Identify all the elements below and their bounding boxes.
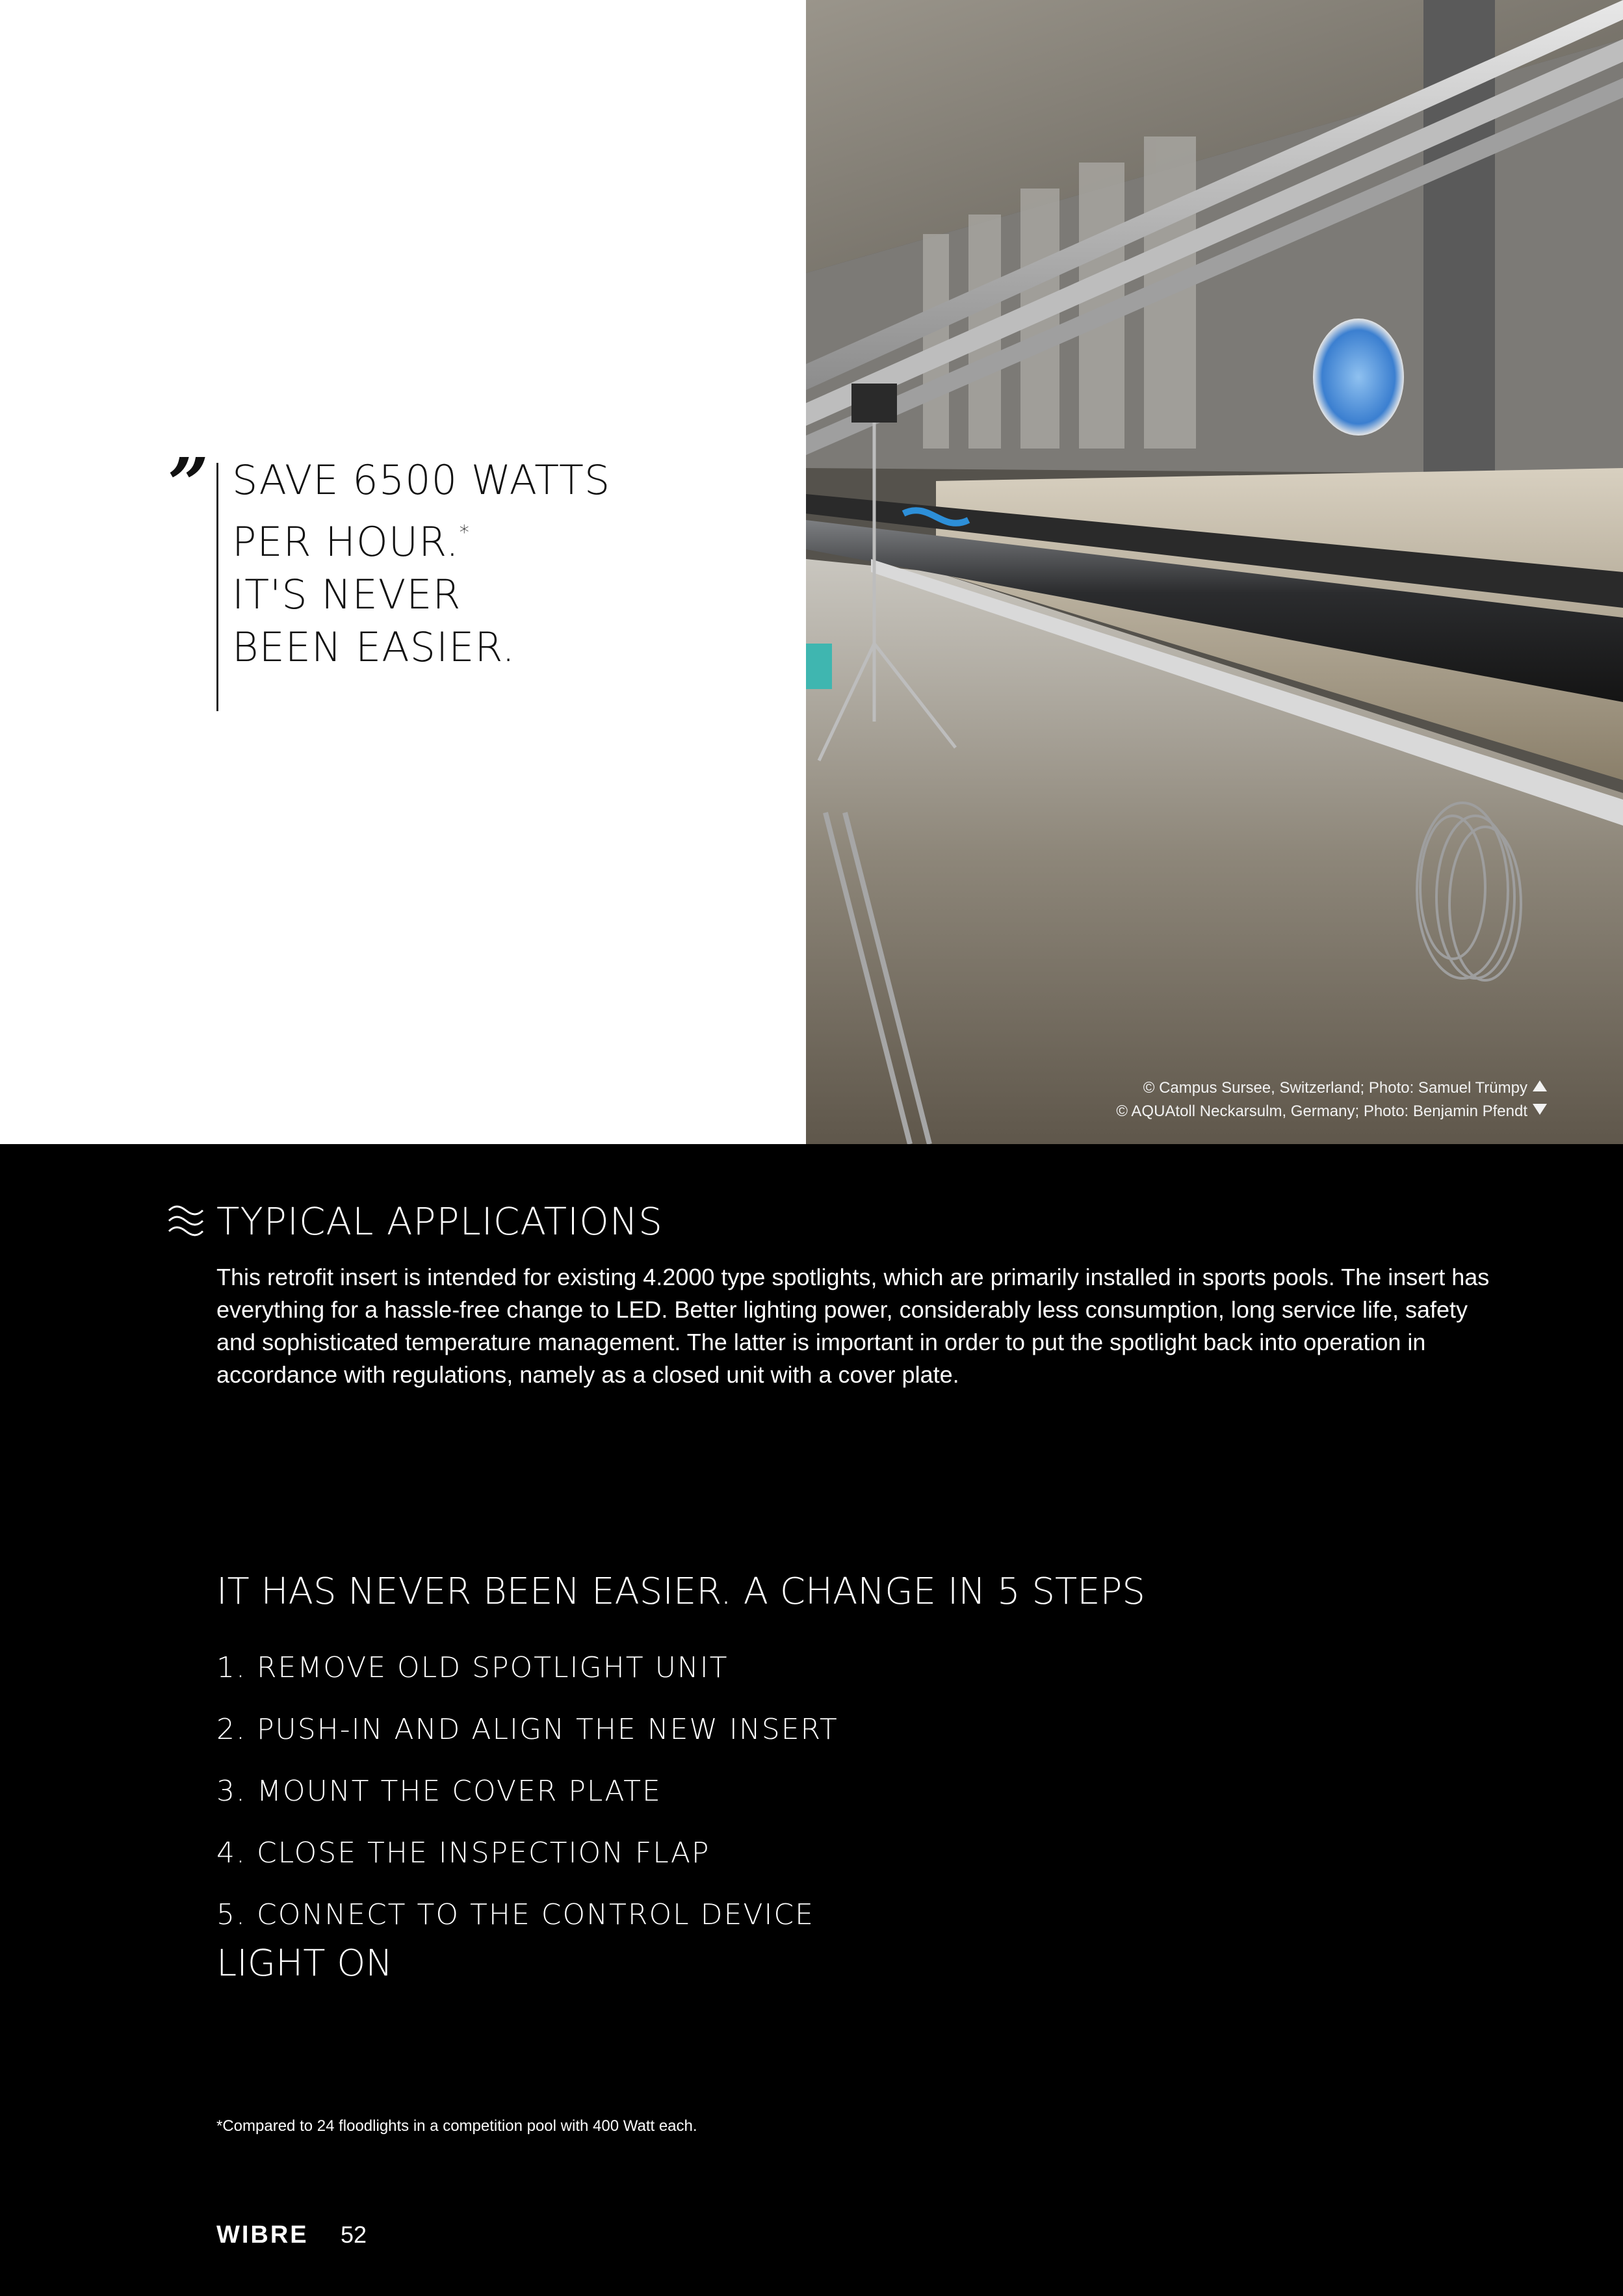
page-number: 52 (341, 2221, 367, 2248)
water-waves-icon (168, 1203, 204, 1239)
footnote: *Compared to 24 floodlights in a competition pool with 400 Watt each. (216, 2117, 697, 2135)
steps-list (216, 1637, 838, 1946)
step-item: 5. CONNECT TO THE CONTROL DEVICE (216, 1898, 814, 1931)
quotation-mark-icon: ” (168, 442, 209, 526)
pull-quote (232, 454, 661, 673)
pull-quote-line: IT'S NEVER (232, 571, 461, 618)
pull-quote-line: PER HOUR.* (232, 518, 470, 566)
step-item: 2. PUSH-IN AND ALIGN THE NEW INSERT (216, 1713, 838, 1746)
footnote-marker: * (459, 521, 470, 544)
brand-logo: WIBRE (216, 2221, 309, 2249)
arrow-up-icon (1533, 1080, 1547, 1091)
pull-quote-line: BEEN EASIER. (232, 623, 516, 671)
photo-credit-top: © Campus Sursee, Switzerland; Photo: Samuel Trümpy (1116, 1076, 1547, 1100)
photo-credits (1116, 1076, 1547, 1123)
applications-body: This retrofit insert is intended for existing 4.2000 type spotlights, which are primarily installed in sports pools. The insert has everything for a hassle-free change to LED. Better lighting power, considerably less consumption, long service life, safety and sophisticated temperature management. The latter is important in order to put the spotlight back into operation in accordance with regulations, namely as a closed unit with a cover plate. (216, 1264, 1490, 1388)
steps-title: IT HAS NEVER BEEN EASIER. A CHANGE IN 5 STEPS (216, 1571, 1145, 1613)
arrow-down-icon (1533, 1104, 1547, 1115)
step-item: 4. CLOSE THE INSPECTION FLAP (216, 1836, 710, 1870)
quote-divider (216, 463, 218, 711)
pipe-tunnel-photo (806, 0, 1623, 1144)
photo-credit-bottom: © AQUAtoll Neckarsulm, Germany; Photo: Benjamin Pfendt (1116, 1100, 1547, 1123)
step-item: 1. REMOVE OLD SPOTLIGHT UNIT (216, 1651, 729, 1684)
pull-quote-line: SAVE 6500 WATTS (232, 456, 611, 504)
applications-title: TYPICAL APPLICATIONS (216, 1199, 663, 1244)
steps-closing: LIGHT ON (216, 1942, 393, 1985)
step-item: 3. MOUNT THE COVER PLATE (216, 1775, 662, 1808)
